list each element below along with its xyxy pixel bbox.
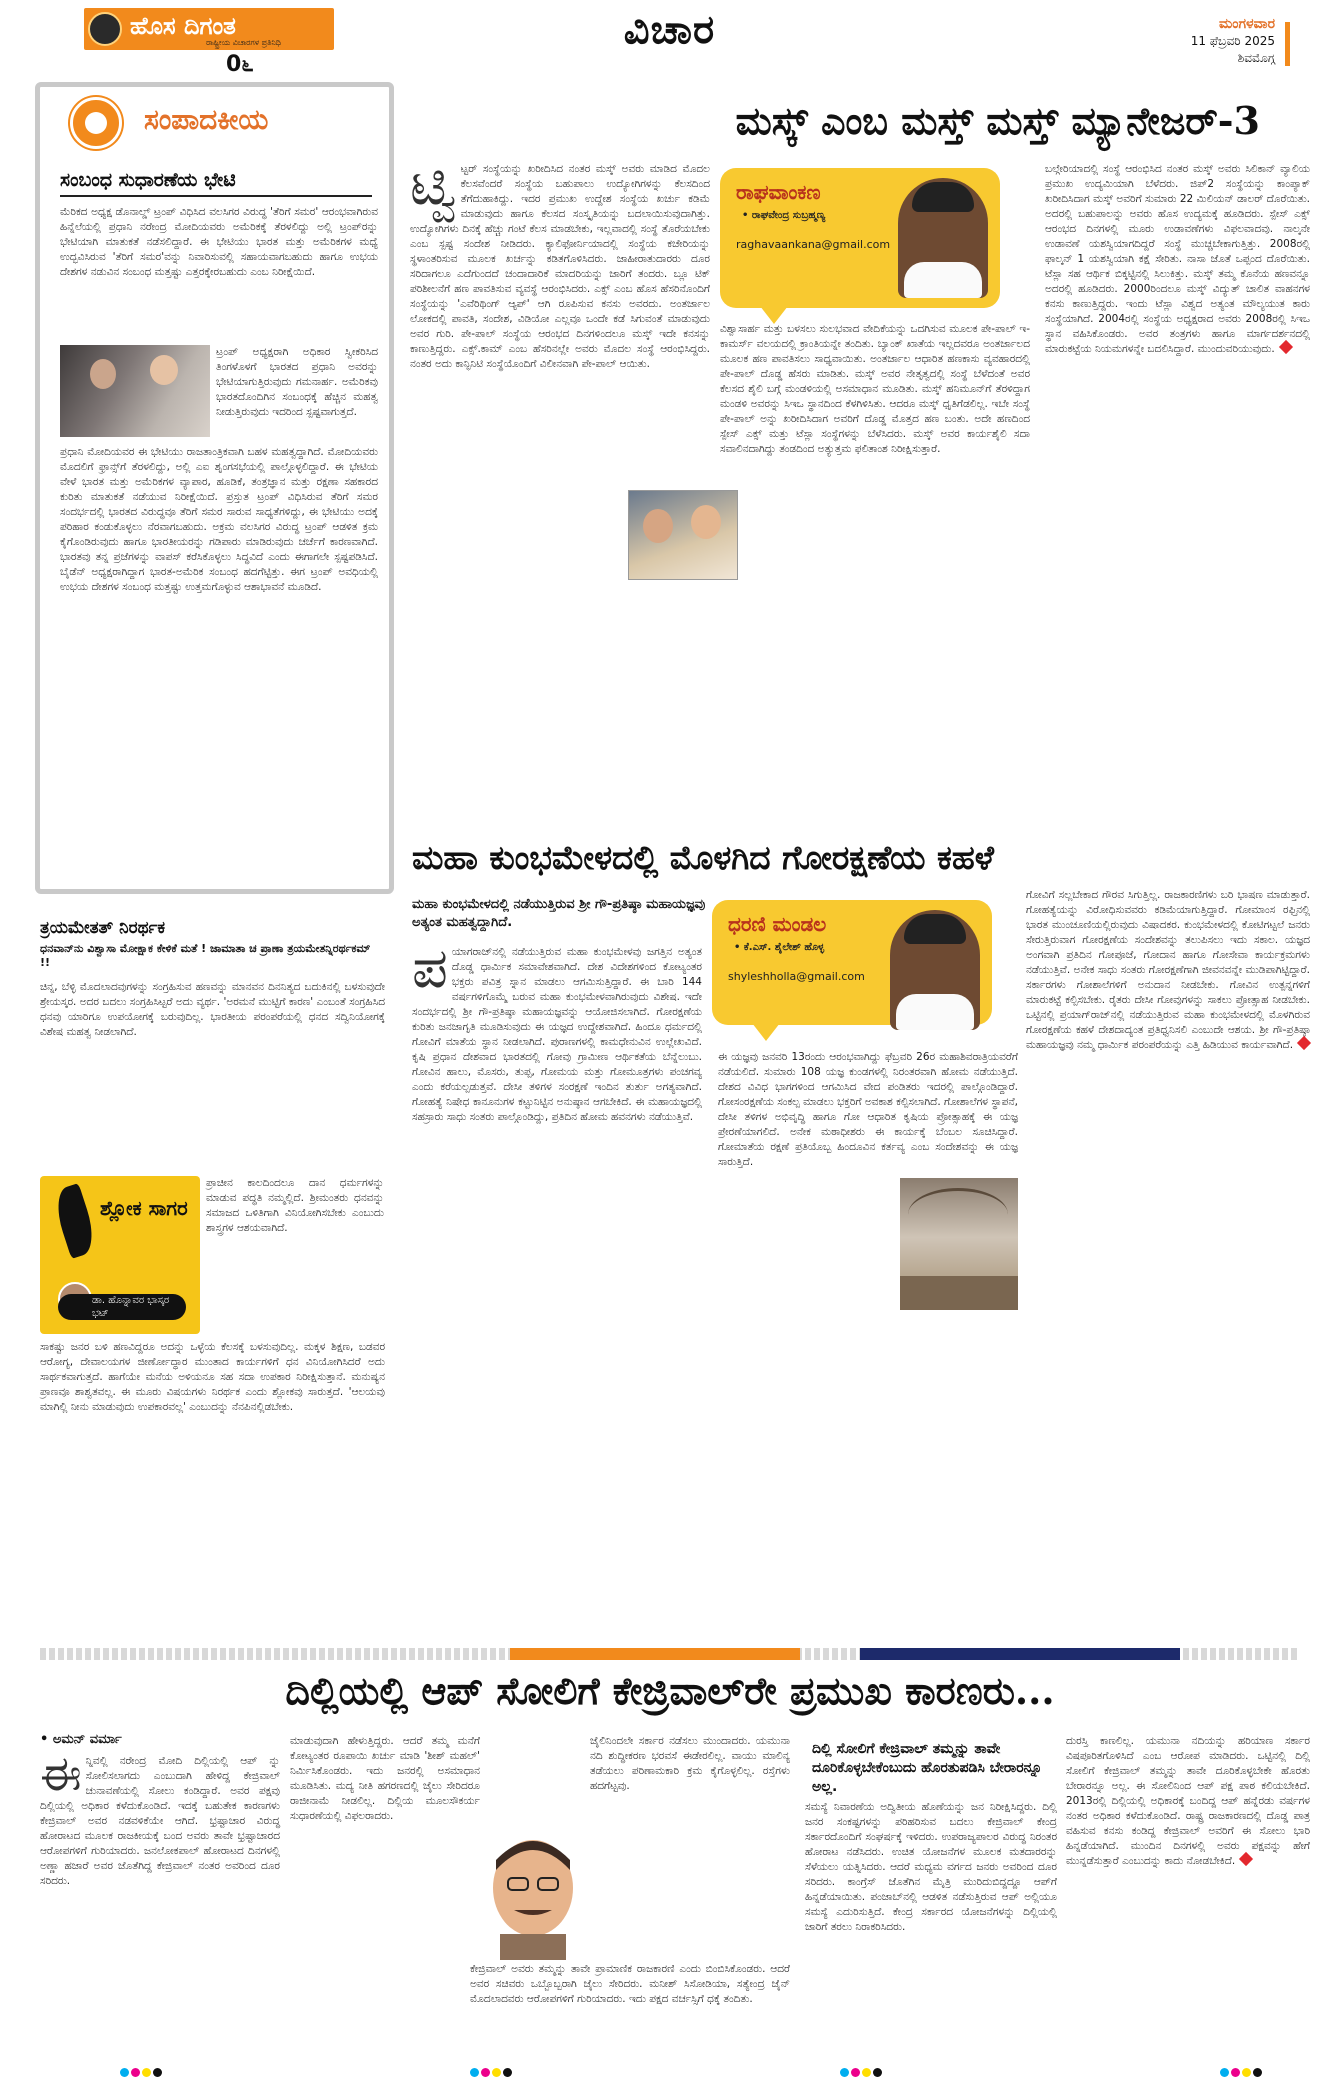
author-email-link[interactable]: shyleshholla@gmail.com: [728, 970, 865, 983]
article-column: [410, 153, 710, 372]
article-byline: • ಅಮನ್ ವರ್ಮಾ: [40, 1732, 122, 1747]
editorial-headline[interactable]: ಸಂಬಂಧ ಸುಧಾರಣೆಯ ಭೇಟಿ: [60, 169, 236, 191]
article-column: [1045, 162, 1310, 357]
opinion-shloka: ಧನವಾನ್‌ನು ವಿಶ್ವಾಸಾ ಮೋಕ್ಷಾಕ ಕೇಳಿಕೆ ಮತೆ ! ಜಾಮಾತಾ ಚ ಪ್ರಾಣಾ ತ್ರಯಮೇತನ್ನಿರರ್ಥಕಮ್ !!: [40, 942, 371, 969]
issue-date: 11 ಫೆಬ್ರವರಿ 2025: [1190, 34, 1275, 48]
speech-tail: [752, 1023, 780, 1041]
registration-marks: [840, 2062, 884, 2072]
date-accent-bar: [1285, 22, 1290, 66]
article-text: ಟ್ಟರ್ ಸಂಸ್ಥೆಯನ್ನು ಖರೀದಿಸಿದ ನಂತರ ಮಸ್ಕ್ ಅವರು ಮಾಡಿದ ಮೊದಲ ಕೆಲಸವೆಂದರೆ ಸಂಸ್ಥೆಯ ಬಹುಪಾಲು ಉದ್ಯೋಗಿಗಳನ್ನು ಕೆಲಸದಿಂದ ತೆಗೆದುಹಾಕಿದ್ದು. ಇದರ ಪ್ರಮುಖ ಉದ್ದೇಶ ಸಂಸ್ಥೆಯ ಖರ್ಚು ಕಡಿಮೆ ಮಾಡುವುದು ಹಾಗೂ ಕೆಲಸದ ಸಂಸ್ಕೃತಿಯನ್ನು ಬದಲಾಯಿಸುವುದಾಗಿತ್ತು. ಉದ್ಯೋಗಿಗಳು ದಿನಕ್ಕೆ ಹೆಚ್ಚು ಗಂಟೆ ಕೆಲಸ ಮಾಡಬೇಕು, ಇಲ್ಲವಾದಲ್ಲಿ ಸಂಸ್ಥೆ ತೊರೆಯಬೇಕು ಎಂಬ ಸ್ಪಷ್ಟ ಸಂದೇಶ ನೀಡಿದರು. ಕ್ಯಾಲಿಫೋರ್ನಿಯಾದಲ್ಲಿ ಸಂಸ್ಥೆಯ ಕಚೇರಿಯನ್ನು ಸ್ಥಳಾಂತರಿಸುವ ಮೂಲಕ ಖರ್ಚನ್ನು ಕಡಿತಗೊಳಿಸಿದರು. ಜಾಹೀರಾತುದಾರರು ದೂರ ಸರಿದಾಗಲೂ ಎದೆಗುಂದದೆ ಚಂದಾದಾರಿಕೆ ಮಾದರಿಯನ್ನು ಜಾರಿಗೆ ತಂದರು. ಬ್ಲೂ ಟಿಕ್ ಪರಿಶೀಲನೆಗೆ ಹಣ ಪಾವತಿಸುವ ವ್ಯವಸ್ಥೆ ಆರಂಭಿಸಿದರು. ಎಕ್ಸ್ ಎಂಬ ಹೊಸ ಹೆಸರಿನೊಂದಿಗೆ ಸಂಸ್ಥೆಯನ್ನು 'ಎವೆರಿಥಿಂಗ್ ಆ್ಯಪ್' ಆಗಿ ರೂಪಿಸುವ ಕನಸು ಅವರದು. ಅಂತರ್ಜಾಲ ಲೋಕದಲ್ಲಿ ಪಾವತಿ, ಸಂದೇಶ, ವಿಡಿಯೋ ಎಲ್ಲವೂ ಒಂದೇ ಕಡೆ ಸಿಗುವಂತೆ ಮಾಡುವುದು ಅವರ ಗುರಿ. ಪೇ-ಪಾಲ್ ಸಂಸ್ಥೆಯ ಆರಂಭದ ದಿನಗಳಿಂದಲೂ ಮಸ್ಕ್ ಇದೇ ಕನಸನ್ನು ಕಾಣುತ್ತಿದ್ದರು. ಎಕ್ಸ್.ಕಾಮ್ ಎಂಬ ಹೆಸರಿನಲ್ಲೇ ಅವರು ಮೊದಲ ಸಂಸ್ಥೆ ಆರಂಭಿಸಿದ್ದರು. ನಂತರ ಅದು ಕಾನ್ಫಿನಿಟಿ ಸಂಸ್ಥೆಯೊಂದಿಗೆ ವಿಲೀನವಾಗಿ ಪೇ-ಪಾಲ್ ಆಯಿತು.: [410, 163, 710, 370]
column-author: ಡಾ. ಹೊನ್ನಾವರ ಭಾಸ್ಕರ ಭಟ್: [58, 1294, 186, 1320]
author-card: [720, 168, 1000, 308]
article-headline[interactable]: ಮಹಾ ಕುಂಭಮೇಳದಲ್ಲಿ ಮೊಳಗಿದ ಗೋರಕ್ಷಣೆಯ ಕಹಳೆ: [412, 838, 994, 877]
pull-quote: ದಿಲ್ಲಿ ಸೋಲಿಗೆ ಕೇಜ್ರಿವಾಲ್ ತಮ್ಮನ್ನು ತಾವೇ ದೂರಿಕೊಳ್ಳಬೇಕೆಂಬುದು ಹೊರತುಪಡಿಸಿ ಬೇರಾರನ್ನೂ ಅಲ್ಲ.: [812, 1741, 1043, 1795]
article-column: [412, 936, 702, 1125]
author-email-link[interactable]: raghavaankana@gmail.com: [736, 238, 891, 251]
newspaper-tagline: ರಾಷ್ಟ್ರೀಯ ವಿಚಾರಗಳ ಪ್ರತಿನಿಧಿ: [206, 38, 281, 47]
page-number: 0೬: [226, 52, 254, 77]
caricature-body: [500, 1934, 566, 1960]
drop-cap: ಪ: [412, 936, 448, 1001]
article-column: ಮಾಡುವುದಾಗಿ ಹೇಳುತ್ತಿದ್ದರು. ಆದರೆ ತಮ್ಮ ಮನೆಗೆ ಕೋಟ್ಯಂತರ ರೂಪಾಯಿ ಖರ್ಚು ಮಾಡಿ 'ಶೀಶ್ ಮಹಲ್' ನಿರ್ಮಿಸಿಕೊಂಡರು. ಇದು ಜನರಲ್ಲಿ ಅಸಮಾಧಾನ ಮೂಡಿಸಿತು. ಮದ್ಯ ನೀತಿ ಹಗರಣದಲ್ಲಿ ಜೈಲು ಸೇರಿದರೂ ರಾಜೀನಾಮೆ ನೀಡಲಿಲ್ಲ. ದಿಲ್ಲಿಯ ಮೂಲಸೌಕರ್ಯ ಸುಧಾರಣೆಯಲ್ಲಿ ವಿಫಲರಾದರು.: [290, 1735, 480, 1822]
end-mark-icon: [1239, 1852, 1253, 1866]
article-column: ಜೈಲಿನಿಂದಲೇ ಸರ್ಕಾರ ನಡೆಸಲು ಮುಂದಾದರು. ಯಮುನಾ ನದಿ ಶುದ್ಧೀಕರಣ ಭರವಸೆ ಈಡೇರಲಿಲ್ಲ. ವಾಯು ಮಾಲಿನ್ಯ ತಡೆಯಲು ಪರಿಣಾಮಕಾರಿ ಕ್ರಮ ಕೈಗೊಳ್ಳಲಿಲ್ಲ. ರಸ್ತೆಗಳು ಹದಗೆಟ್ಟವು.: [590, 1735, 790, 1792]
article-text: ನ್ನಿವಲ್ಲಿ ನರೇಂದ್ರ ಮೋದಿ ದಿಲ್ಲಿಯಲ್ಲಿ ಆಪ್ ನ್ನು ಸೋಲಿಸಲಾಗದು ಎಂಬುದಾಗಿ ಹೇಳಿದ್ದ ಕೇಜ್ರಿವಾಲ್ ಚುನಾವಣೆಯಲ್ಲಿ ಸೋಲು ಕಂಡಿದ್ದಾರೆ. ಅವರ ಪಕ್ಷವು ದಿಲ್ಲಿಯಲ್ಲಿ ಅಧಿಕಾರ ಕಳೆದುಕೊಂಡಿದೆ. ಇದಕ್ಕೆ ಬಹುತೇಕ ಕಾರಣಗಳು ಕೇಜ್ರಿವಾಲ್ ಅವರ ನಡವಳಿಕೆಯೇ ಆಗಿದೆ. ಭ್ರಷ್ಟಾಚಾರ ವಿರುದ್ಧ ಹೋರಾಟದ ಮೂಲಕ ರಾಜಕೀಯಕ್ಕೆ ಬಂದ ಅವರು ತಾವೇ ಭ್ರಷ್ಟಾಚಾರದ ಆರೋಪಗಳಿಗೆ ಗುರಿಯಾದರು. ಜನಲೋಕಪಾಲ್ ಹೋರಾಟದ ದಿನಗಳಲ್ಲಿ ಅಣ್ಣಾ ಹಜಾರೆ ಅವರ ಜೊತೆಗಿದ್ದ ಕೇಜ್ರಿವಾಲ್ ನಂತರ ಅವರಿಂದ ದೂರ ಸರಿದರು.: [40, 1755, 280, 1887]
column-name: ಶ್ಲೋಕ ಸಾಗರ: [100, 1196, 188, 1220]
article-text: ಯಾಗರಾಜ್‌ನಲ್ಲಿ ನಡೆಯುತ್ತಿರುವ ಮಹಾ ಕುಂಭಮೇಳವು ಜಗತ್ತಿನ ಅತ್ಯಂತ ದೊಡ್ಡ ಧಾರ್ಮಿಕ ಸಮಾವೇಶವಾಗಿದೆ. ದೇಶ ವಿದೇಶಗಳಿಂದ ಕೋಟ್ಯಂತರ ಭಕ್ತರು ಪವಿತ್ರ ಸ್ನಾನ ಮಾಡಲು ಆಗಮಿಸುತ್ತಿದ್ದಾರೆ. ಈ ಬಾರಿ 144 ವರ್ಷಗಳಿಗೊಮ್ಮೆ ಬರುವ ಮಹಾ ಕುಂಭಮೇಳವಾಗಿರುವುದು ವಿಶೇಷ. ಇದೇ ಸಂದರ್ಭದಲ್ಲಿ ಶ್ರೀ ಗೌ-ಪ್ರತಿಷ್ಠಾ ಮಹಾಯಜ್ಞವನ್ನು ಆಯೋಜಿಸಲಾಗಿದೆ. ಗೋರಕ್ಷಣೆಯ ಕುರಿತು ಜನಜಾಗೃತಿ ಮೂಡಿಸುವುದು ಈ ಯಜ್ಞದ ಉದ್ದೇಶವಾಗಿದೆ. ಹಿಂದೂ ಧರ್ಮದಲ್ಲಿ ಗೋವಿಗೆ ಮಾತೆಯ ಸ್ಥಾನ ನೀಡಲಾಗಿದೆ. ಪುರಾಣಗಳಲ್ಲಿ ಕಾಮಧೇನುವಿನ ಉಲ್ಲೇಖವಿದೆ. ಕೃಷಿ ಪ್ರಧಾನ ದೇಶವಾದ ಭಾರತದಲ್ಲಿ ಗೋವು ಗ್ರಾಮೀಣ ಆರ್ಥಿಕತೆಯ ಬೆನ್ನೆಲುಬು. ಗೋವಿನ ಹಾಲು, ಮೊಸರು, ತುಪ್ಪ, ಗೋಮಯ ಮತ್ತು ಗೋಮೂತ್ರಗಳು ಪಂಚಗವ್ಯ ಎಂದು ಕರೆಯಲ್ಪಡುತ್ತವೆ. ದೇಸೀ ತಳಿಗಳ ಸಂರಕ್ಷಣೆ ಇಂದಿನ ತುರ್ತು ಅಗತ್ಯವಾಗಿದೆ. ಗೋಹತ್ಯೆ ನಿಷೇಧ ಕಾನೂನುಗಳ ಕಟ್ಟುನಿಟ್ಟಿನ ಅನುಷ್ಠಾನ ಆಗಬೇಕಿದೆ. ಈ ಮಹಾಯಜ್ಞದಲ್ಲಿ ಸಹಸ್ರಾರು ಸಾಧು ಸಂತರು ಪಾಲ್ಗೊಂಡಿದ್ದು, ಪ್ರತಿದಿನ ಹೋಮ ಹವನಗಳು ನಡೆಯುತ್ತಿವೆ.: [412, 946, 702, 1123]
editorial-section-label: ಸಂಪಾದಕೀಯ: [144, 103, 269, 136]
registration-marks: [1220, 2062, 1264, 2072]
article-column: ಕೇಜ್ರಿವಾಲ್ ಅವರು ತಮ್ಮನ್ನು ತಾವೇ ಪ್ರಾಮಾಣಿಕ ರಾಜಕಾರಣಿ ಎಂದು ಬಿಂಬಿಸಿಕೊಂಡರು. ಆದರೆ ಅವರ ಸಚಿವರು ಒಬ್ಬೊಬ್ಬರಾಗಿ ಜೈಲು ಸೇರಿದರು. ಮನೀಶ್ ಸಿಸೋಡಿಯಾ, ಸತ್ಯೇಂದ್ರ ಜೈನ್ ಮೊದಲಾದವರು ಆರೋಪಗಳಿಗೆ ಗುರಿಯಾದರು. ಇದು ಪಕ್ಷದ ವರ್ಚಸ್ಸಿಗೆ ಧಕ್ಕೆ ತಂದಿತು.: [470, 1963, 790, 2005]
yajna-photo: [900, 1178, 1018, 1310]
column-name: ಧರಣಿ ಮಂಡಲ: [728, 912, 827, 936]
column-author: • ರಾಘವೇಂದ್ರ ಸುಬ್ರಹ್ಮಣ್ಯ: [742, 210, 826, 221]
editorial-body-intro: ಮೆರಿಕದ ಅಧ್ಯಕ್ಷ ಡೊನಾಲ್ಡ್ ಟ್ರಂಪ್ ವಿಧಿಸಿದ ವಲಸಿಗರ ವಿರುದ್ಧ 'ತೆರಿಗೆ ಸಮರ' ಆರಂಭವಾಗಿರುವ ಹಿನ್ನೆಲೆಯಲ್ಲಿ ಪ್ರಧಾನಿ ನರೇಂದ್ರ ಮೋದಿಯವರು ಅಮೆರಿಕಕ್ಕೆ ತೆರಳಲಿದ್ದು ಅಲ್ಲಿ ಟ್ರಂಪ್‌ರನ್ನು ಭೇಟಿಯಾಗಿ ಮಾತುಕತೆ ನಡೆಸಲಿದ್ದಾರೆ. ಈ ಭೇಟಿಯು ಭಾರತ ಮತ್ತು ಅಮೆರಿಕಗಳ ಮಧ್ಯೆ ಉದ್ಭವಿಸಿರುವ 'ತೆರಿಗೆ ಸಮರ'ವನ್ನು ನಿವಾರಿಸುವಲ್ಲಿ ಸಹಾಯವಾಗಬಹುದು ಹಾಗೂ ಉಭಯ ದೇಶಗಳ ನಡುವಿನ ಸಂಬಂಧ ಮತ್ತಷ್ಟು ಎತ್ತರಕ್ಕೇರಬಹುದು ಎಂಬ ನಿರೀಕ್ಷೆಯಿದೆ.: [60, 206, 378, 278]
weekday: ಮಂಗಳವಾರ: [1218, 16, 1275, 32]
editorial-body-rest: ಪ್ರಧಾನಿ ಮೋದಿಯವರ ಈ ಭೇಟಿಯು ರಾಜತಾಂತ್ರಿಕವಾಗಿ ಬಹಳ ಮಹತ್ವದ್ದಾಗಿದೆ. ಮೋದಿಯವರು ಮೊದಲಿಗೆ ಫ್ರಾನ್ಸ್‌ಗೆ ತೆರಳಲಿದ್ದು, ಅಲ್ಲಿ ಎಐ ಶೃಂಗಸಭೆಯಲ್ಲಿ ಪಾಲ್ಗೊಳ್ಳಲಿದ್ದಾರೆ. ಈ ಭೇಟಿಯ ವೇಳೆ ಭಾರತ ಮತ್ತು ಅಮೆರಿಕಗಳ ವ್ಯಾಪಾರ, ಹೂಡಿಕೆ, ತಂತ್ರಜ್ಞಾನ ಮತ್ತು ರಕ್ಷಣಾ ಸಹಕಾರದ ಕುರಿತು ಮಾತುಕತೆ ನಡೆಯುವ ನಿರೀಕ್ಷೆಯಿದೆ. ಪ್ರಸ್ತುತ ಟ್ರಂಪ್ ವಿಧಿಸಿರುವ ತೆರಿಗೆ ಸಮರ ಸಂದರ್ಭದಲ್ಲಿ ಭಾರತದ ವಿರುದ್ಧವೂ ತೆರಿಗೆ ಸಮರ ಸಾರುವ ಸಾಧ್ಯತೆಗಳಿದ್ದು, ಈ ಭೇಟಿಯು ಅದಕ್ಕೆ ಪರಿಹಾರ ಕಂಡುಕೊಳ್ಳಲು ನೆರವಾಗಬಹುದು. ಅಕ್ರಮ ವಲಸಿಗರ ವಿರುದ್ಧ ಟ್ರಂಪ್ ಆಡಳಿತ ಕ್ರಮ ಕೈಗೊಂಡಿರುವುದು ಹಾಗೂ ಭಾರತೀಯರನ್ನು ಗಡಿಪಾರು ಮಾಡಿರುವುದು ಚರ್ಚೆಗೆ ಕಾರಣವಾಗಿದೆ. ಭಾರತವು ತನ್ನ ಪ್ರಜೆಗಳನ್ನು ವಾಪಸ್ ಕರೆಸಿಕೊಳ್ಳಲು ಸಿದ್ಧವಿದೆ ಎಂದು ಈಗಾಗಲೇ ಸ್ಪಷ್ಟಪಡಿಸಿದೆ. ಬೈಡೆನ್ ಅಧ್ಯಕ್ಷರಾಗಿದ್ದಾಗ ಭಾರತ-ಅಮೆರಿಕ ಸಂಬಂಧ ಹದಗೆಟ್ಟಿತ್ತು. ಈಗ ಟ್ರಂಪ್ ಅವಧಿಯಲ್ಲಿ ಉಭಯ ದೇಶಗಳ ಸಂಬಂಧ ಮತ್ತಷ್ಟು ಉತ್ತಮಗೊಳ್ಳುವ ಆಶಾಭಾವನೆ ಮೂಡಿದೆ.: [60, 446, 378, 593]
date-block: [1145, 16, 1275, 67]
article-column: ಈ ಯಜ್ಞವು ಜನವರಿ 13ರಂದು ಆರಂಭವಾಗಿದ್ದು ಫೆಬ್ರವರಿ 26ರ ಮಹಾಶಿವರಾತ್ರಿಯವರೆಗೆ ನಡೆಯಲಿದೆ. ಸುಮಾರು 108 ಯಜ್ಞ ಕುಂಡಗಳಲ್ಲಿ ನಿರಂತರವಾಗಿ ಹೋಮ ನಡೆಯುತ್ತಿದೆ. ದೇಶದ ವಿವಿಧ ಭಾಗಗಳಿಂದ ಆಗಮಿಸಿದ ವೇದ ಪಂಡಿತರು ಇದರಲ್ಲಿ ಪಾಲ್ಗೊಂಡಿದ್ದಾರೆ. ಗೋಸಂರಕ್ಷಣೆಯ ಸಂಕಲ್ಪ ಮಾಡಲು ಭಕ್ತರಿಗೆ ಅವಕಾಶ ಕಲ್ಪಿಸಲಾಗಿದೆ. ಗೋಶಾಲೆಗಳ ಸ್ಥಾಪನೆ, ದೇಸೀ ತಳಿಗಳ ಅಭಿವೃದ್ಧಿ ಹಾಗೂ ಗೋ ಆಧಾರಿತ ಕೃಷಿಯ ಪ್ರೋತ್ಸಾಹಕ್ಕೆ ಈ ಯಜ್ಞ ಪ್ರೇರಣೆಯಾಗಲಿದೆ. ಅನೇಕ ಮಠಾಧೀಶರು ಈ ಕಾರ್ಯಕ್ಕೆ ಬೆಂಬಲ ಸೂಚಿಸಿದ್ದಾರೆ. ಗೋಮಾತೆಯ ರಕ್ಷಣೆ ಪ್ರತಿಯೊಬ್ಬ ಹಿಂದೂವಿನ ಕರ್ತವ್ಯ ಎಂಬ ಸಂದೇಶವನ್ನು ಈ ಯಜ್ಞ ಸಾರುತ್ತಿದೆ.: [718, 1051, 1018, 1168]
editorial-body-side: ಟ್ರಂಪ್ ಅಧ್ಯಕ್ಷರಾಗಿ ಅಧಿಕಾರ ಸ್ವೀಕರಿಸಿದ ತಿಂಗಳೊಳಗೆ ಭಾರತದ ಪ್ರಧಾನಿ ಅವರನ್ನು ಭೇಟಿಯಾಗುತ್ತಿರುವುದು ಗಮನಾರ್ಹ. ಅಮೆರಿಕವು ಭಾರತದೊಂದಿಗಿನ ಸಂಬಂಧಕ್ಕೆ ಹೆಚ್ಚಿನ ಮಹತ್ವ ನೀಡುತ್ತಿರುವುದು ಇದರಿಂದ ಸ್ಪಷ್ಟವಾಗುತ್ತದೆ.: [216, 346, 378, 418]
opinion-body-side: ಪ್ರಾಚೀನ ಕಾಲದಿಂದಲೂ ದಾನ ಧರ್ಮಗಳನ್ನು ಮಾಡುವ ಪದ್ಧತಿ ನಮ್ಮಲ್ಲಿದೆ. ಶ್ರೀಮಂತರು ಧನವನ್ನು ಸಮಾಜದ ಒಳಿತಿಗಾಗಿ ವಿನಿಯೋಗಿಸಬೇಕು ಎಂಬುದು ಶಾಸ್ತ್ರಗಳ ಆಶಯವಾಗಿದೆ.: [206, 1177, 384, 1234]
musk-photo: [628, 490, 738, 580]
article-text: ಗೋವಿಗೆ ಸಲ್ಲಬೇಕಾದ ಗೌರವ ಸಿಗುತ್ತಿಲ್ಲ. ರಾಜಕಾರಣಿಗಳು ಬರಿ ಭಾಷಣ ಮಾಡುತ್ತಾರೆ. ಗೋಹತ್ಯೆಯನ್ನು ವಿರೋಧಿಸುವವರು ಕಡಿಮೆಯಾಗುತ್ತಿದ್ದಾರೆ. ಗೋಮಾಂಸ ರಫ್ತಿನಲ್ಲಿ ಭಾರತ ಮುಂಚೂಣಿಯಲ್ಲಿರುವುದು ವಿಷಾದಕರ. ಕುಂಭಮೇಳದಲ್ಲಿ ಕೋಟಿಗಟ್ಟಲೆ ಜನರು ಸೇರುತ್ತಿರುವಾಗ ಗೋರಕ್ಷಣೆಯ ಸಂದೇಶವನ್ನು ತಲುಪಿಸಲು ಇದು ಸಕಾಲ. ಯಜ್ಞದ ಅಂಗವಾಗಿ ಪ್ರತಿದಿನ ಗೋಪೂಜೆ, ಗೋದಾನ ಹಾಗೂ ಗೋಸೇವಾ ಕಾರ್ಯಕ್ರಮಗಳು ನಡೆಯುತ್ತಿವೆ. ಅನೇಕ ಸಾಧು ಸಂತರು ಗೋರಕ್ಷಣೆಗಾಗಿ ಜೀವನವನ್ನೇ ಮುಡಿಪಾಗಿಟ್ಟಿದ್ದಾರೆ. ಸರ್ಕಾರಗಳು ಗೋಶಾಲೆಗಳಿಗೆ ಅನುದಾನ ನೀಡಬೇಕು. ಗೋವಿನ ಉತ್ಪನ್ನಗಳಿಗೆ ಮಾರುಕಟ್ಟೆ ಕಲ್ಪಿಸಬೇಕು. ರೈತರು ದೇಸೀ ಗೋವುಗಳನ್ನು ಸಾಕಲು ಪ್ರೋತ್ಸಾಹ ನೀಡಬೇಕು. ಒಟ್ಟಿನಲ್ಲಿ ಪ್ರಯಾಗ್‌ರಾಜ್‌ನಲ್ಲಿ ನಡೆಯುತ್ತಿರುವ ಮಹಾ ಕುಂಭಮೇಳದಲ್ಲಿ ಮೊಳಗಿರುವ ಗೋರಕ್ಷಣೆಯ ಕಹಳೆ ದೇಶದಾದ್ಯಂತ ಪ್ರತಿಧ್ವನಿಸಲಿ ಎಂಬುದೇ ಆಶಯ. ಶ್ರೀ ಗೌ-ಪ್ರತಿಷ್ಠಾ ಮಹಾಯಜ್ಞವು ನಮ್ಮ ಧಾರ್ಮಿಕ ಪರಂಪರೆಯನ್ನು ಎತ್ತಿ ಹಿಡಿಯುವ ಕಾರ್ಯವಾಗಿದೆ.: [1026, 889, 1310, 1051]
column-badge: [40, 1176, 200, 1334]
column-name: ರಾಘವಾಂಕಣ: [736, 180, 821, 204]
opinion-body-rest: ಸಾಕಷ್ಟು ಜನರ ಬಳಿ ಹಣವಿದ್ದರೂ ಅದನ್ನು ಒಳ್ಳೆಯ ಕೆಲಸಕ್ಕೆ ಬಳಸುವುದಿಲ್ಲ. ಮಕ್ಕಳ ಶಿಕ್ಷಣ, ಬಡವರ ಆರೋಗ್ಯ, ದೇವಾಲಯಗಳ ಜೀರ್ಣೋದ್ಧಾರ ಮುಂತಾದ ಕಾರ್ಯಗಳಿಗೆ ಧನ ವಿನಿಯೋಗಿಸಿದರೆ ಅದು ಸಾರ್ಥಕವಾಗುತ್ತದೆ. ಹಾಗೆಯೇ ಮನೆಯ ಅಳಿಯನೂ ಸಹ ಸದಾ ಉಪಕಾರ ನಿರೀಕ್ಷಿಸುತ್ತಾನೆ. ಮನುಷ್ಯನ ಪ್ರಾಣವೂ ಶಾಶ್ವತವಲ್ಲ. ಈ ಮೂರು ವಿಷಯಗಳು ನಿರರ್ಥಕ ಎಂದು ಶ್ಲೋಕವು ಸಾರುತ್ತದೆ. 'ಆಲಯವು ಮಾಗಿಲ್ಲಿ ನೀನು ಮಾಡುವುದು ಉಪಕಾರವಲ್ಲ' ಎಂಬುದನ್ನು ನೆನಪಿನಲ್ಲಿಡಬೇಕು.: [40, 1341, 385, 1413]
section-title: ವಿಚಾರ: [623, 6, 716, 53]
opinion-body-intro: ಚಿನ್ನ, ಬೆಳ್ಳಿ ಮೊದಲಾದವುಗಳನ್ನು ಸಂಗ್ರಹಿಸುವ ಹಣವನ್ನು ಮಾನವನ ದಿನನಿತ್ಯದ ಬದುಕಿನಲ್ಲಿ ಬಳಸುವುದೇ ಶ್ರೇಯಸ್ಕರ. ಅದರ ಬದಲು ಸಂಗ್ರಹಿಸಿಟ್ಟರೆ ಅದು ವ್ಯರ್ಥ. 'ಅರಮನೆ ಮುಟ್ಟಿಗೆ ಕಾರಣ' ಎಂಬಂತೆ ಸಂಗ್ರಹಿಸಿದ ಧನವು ಯಾರಿಗೂ ಉಪಯೋಗಕ್ಕೆ ಬರುವುದಿಲ್ಲ. ಭಾರತೀಯ ಪರಂಪರೆಯಲ್ಲಿ ಧನದ ಸದ್ವಿನಿಯೋಗಕ್ಕೆ ವಿಶೇಷ ಮಹತ್ವ ನೀಡಲಾಗಿದೆ.: [40, 981, 385, 1038]
divider-accent-blue: [860, 1648, 1180, 1660]
article-column: [1026, 888, 1310, 1053]
registration-marks: [120, 2062, 164, 2072]
headline-rule: [60, 195, 372, 197]
editorial-box: [35, 82, 394, 894]
editorial-logo-icon: [70, 97, 122, 149]
quill-icon: [50, 1183, 100, 1259]
article-column: ಸಮಸ್ಯೆ ನಿವಾರಣೆಯ ಅದ್ವಿತೀಯ ಹೊಣೆಯನ್ನು ಜನ ನಿರೀಕ್ಷಿಸಿದ್ದರು. ದಿಲ್ಲಿ ಜನರ ಸಂಕಷ್ಟಗಳನ್ನು ಪರಿಹರಿಸುವ ಬದಲು ಕೇಜ್ರಿವಾಲ್ ಕೇಂದ್ರ ಸರ್ಕಾರದೊಂದಿಗೆ ಸಂಘರ್ಷಕ್ಕೆ ಇಳಿದರು. ಉಪರಾಜ್ಯಪಾಲರ ವಿರುದ್ಧ ನಿರಂತರ ಹೋರಾಟ ನಡೆಸಿದರು. ಉಚಿತ ಯೋಜನೆಗಳ ಮೂಲಕ ಮತದಾರರನ್ನು ಸೆಳೆಯಲು ಯತ್ನಿಸಿದರು. ಆದರೆ ಮಧ್ಯಮ ವರ್ಗದ ಜನರು ಅವರಿಂದ ದೂರ ಸರಿದರು. ಕಾಂಗ್ರೆಸ್ ಜೊತೆಗಿನ ಮೈತ್ರಿ ಮುರಿದುಬಿದ್ದದ್ದೂ ಆಪ್‌ಗೆ ಹಿನ್ನಡೆಯಾಯಿತು. ಪಂಜಾಬ್‌ನಲ್ಲಿ ಆಡಳಿತ ನಡೆಸುತ್ತಿರುವ ಆಪ್ ಅಲ್ಲಿಯೂ ಸಮಸ್ಯೆ ಎದುರಿಸುತ್ತಿದೆ. ಕೇಂದ್ರ ಸರ್ಕಾರದ ಯೋಜನೆಗಳನ್ನು ದಿಲ್ಲಿಯಲ್ಲಿ ಜಾರಿಗೆ ತರಲು ನಿರಾಕರಿಸಿದರು.: [805, 1801, 1057, 1933]
kejriwal-caricature: [478, 1830, 588, 1960]
drop-cap: ಈ: [40, 1746, 82, 1802]
article-column: [1066, 1734, 1310, 1869]
drop-cap: ಟ್ವಿ: [410, 153, 457, 218]
page-masthead: [0, 0, 1339, 77]
article-text: ದುರಸ್ತಿ ಕಾಣಲಿಲ್ಲ. ಯಮುನಾ ನದಿಯನ್ನು ಹರಿಯಾಣ ಸರ್ಕಾರ ವಿಷಪೂರಿತಗೊಳಿಸಿದೆ ಎಂಬ ಆರೋಪ ಮಾಡಿದರು. ಒಟ್ಟಿನಲ್ಲಿ ದಿಲ್ಲಿ ಸೋಲಿಗೆ ಕೇಜ್ರಿವಾಲ್ ತಮ್ಮನ್ನು ತಾವೇ ದೂರಿಕೊಳ್ಳಬೇಕೇ ಹೊರತು ಬೇರಾರನ್ನೂ ಅಲ್ಲ. ಈ ಸೋಲಿನಿಂದ ಆಪ್ ಪಕ್ಷ ಪಾಠ ಕಲಿಯಬೇಕಿದೆ. 2013ರಲ್ಲಿ ದಿಲ್ಲಿಯಲ್ಲಿ ಅಧಿಕಾರಕ್ಕೆ ಬಂದಿದ್ದ ಆಪ್ ಹನ್ನೆರಡು ವರ್ಷಗಳ ನಂತರ ಅಧಿಕಾರ ಕಳೆದುಕೊಂಡಿದೆ. ರಾಷ್ಟ್ರ ರಾಜಕಾರಣದಲ್ಲಿ ದೊಡ್ಡ ಪಾತ್ರ ವಹಿಸುವ ಕನಸು ಕಂಡಿದ್ದ ಕೇಜ್ರಿವಾಲ್ ಅವರಿಗೆ ಈ ಸೋಲು ಭಾರಿ ಹಿನ್ನಡೆಯಾಗಿದೆ. ಮುಂದಿನ ದಿನಗಳಲ್ಲಿ ಅವರು ಪಕ್ಷವನ್ನು ಹೇಗೆ ಮುನ್ನಡೆಸುತ್ತಾರೆ ಎಂಬುದನ್ನು ಕಾದು ನೋಡಬೇಕಿದೆ.: [1066, 1735, 1310, 1867]
article-column: ವಿಶ್ವಾಸಾರ್ಹ ಮತ್ತು ಬಳಸಲು ಸುಲಭವಾದ ವೇದಿಕೆಯನ್ನು ಒದಗಿಸುವ ಮೂಲಕ ಪೇ-ಪಾಲ್ ಇ-ಕಾಮರ್ಸ್ ವಲಯದಲ್ಲಿ ಕ್ರಾಂತಿಯನ್ನೇ ತಂದಿತು. ಬ್ಯಾಂಕ್ ಖಾತೆಯ ಇಲ್ಲದವರೂ ಅಂತರ್ಜಾಲದ ಮೂಲಕ ಹಣ ಪಾವತಿಸಲು ಸಾಧ್ಯವಾಯಿತು. ಅಂತರ್ಜಾಲ ಆಧಾರಿತ ಹಣಕಾಸು ವ್ಯವಹಾರದಲ್ಲಿ ಪೇ-ಪಾಲ್ ದೊಡ್ಡ ಹೆಸರು ಮಾಡಿತು. ಮಸ್ಕ್ ಅವರ ನೇತೃತ್ವದಲ್ಲಿ ಸಂಸ್ಥೆ ಬೆಳೆದಂತೆ ಅವರ ಕೆಲಸದ ಶೈಲಿ ಬಗ್ಗೆ ಮಂಡಳಿಯಲ್ಲಿ ಅಸಮಾಧಾನ ಮೂಡಿತು. ಮಸ್ಕ್ ಹನಿಮೂನ್‌ಗೆ ತೆರಳಿದ್ದಾಗ ಮಂಡಳಿ ಅವರನ್ನು ಸಿಇಒ ಸ್ಥಾನದಿಂದ ಕೆಳಗಿಳಿಸಿತು. ಆದರೂ ಮಸ್ಕ್ ಧೃತಿಗೆಡಲಿಲ್ಲ. ಇಬೇ ಸಂಸ್ಥೆ ಪೇ-ಪಾಲ್ ಅನ್ನು ಖರೀದಿಸಿದಾಗ ಅವರಿಗೆ ದೊಡ್ಡ ಮೊತ್ತದ ಹಣ ಬಂತು. ಅದೇ ಹಣದಿಂದ ಸ್ಪೇಸ್ ಎಕ್ಸ್ ಮತ್ತು ಟೆಸ್ಲಾ ಸಂಸ್ಥೆಗಳನ್ನು ಬೆಳೆಸಿದರು. ಮಸ್ಕ್ ಅವರ ಕಾರ್ಯಶೈಲಿ ಸದಾ ಸವಾಲಿನದಾಗಿದ್ದು ತಂಡದಿಂದ ಅತ್ಯುತ್ತಮ ಫಲಿತಾಂಶ ನಿರೀಕ್ಷಿಸುತ್ತಾರೆ.: [720, 323, 1030, 455]
divider-accent-orange: [510, 1648, 800, 1660]
article-text: ಬಲ್ಗೇರಿಯಾದಲ್ಲಿ ಸಂಸ್ಥೆ ಆರಂಭಿಸಿದ ನಂತರ ಮಸ್ಕ್ ಅವರು ಸಿಲಿಕಾನ್ ವ್ಯಾಲಿಯ ಪ್ರಮುಖ ಉದ್ಯಮಿಯಾಗಿ ಬೆಳೆದರು. ಜಿಪ್2 ಸಂಸ್ಥೆಯನ್ನು ಕಾಂಪ್ಯಾಕ್ ಖರೀದಿಸಿದಾಗ ಮಸ್ಕ್ ಅವರಿಗೆ ಸುಮಾರು 22 ಮಿಲಿಯನ್ ಡಾಲರ್ ದೊರೆಯಿತು. ಅದರಲ್ಲಿ ಬಹುಪಾಲನ್ನು ಅವರು ಹೊಸ ಉದ್ಯಮಕ್ಕೆ ಹೂಡಿದರು. ಸ್ಪೇಸ್ ಎಕ್ಸ್ ಆರಂಭದ ದಿನಗಳಲ್ಲಿ ಮೂರು ಉಡಾವಣೆಗಳು ವಿಫಲವಾದವು. ನಾಲ್ಕನೇ ಉಡಾವಣೆ ಯಶಸ್ವಿಯಾಗದಿದ್ದರೆ ಸಂಸ್ಥೆ ಮುಚ್ಚಬೇಕಾಗುತ್ತಿತ್ತು. 2008ರಲ್ಲಿ ಫಾಲ್ಕನ್ 1 ಯಶಸ್ವಿಯಾಗಿ ಕಕ್ಷೆ ಸೇರಿತು. ನಾಸಾ ಜೊತೆ ಒಪ್ಪಂದ ದೊರೆಯಿತು. ಟೆಸ್ಲಾ ಸಹ ಆರ್ಥಿಕ ಬಿಕ್ಕಟ್ಟಿನಲ್ಲಿ ಸಿಲುಕಿತ್ತು. ಮಸ್ಕ್ ತಮ್ಮ ಕೊನೆಯ ಹಣವನ್ನೂ ಅದರಲ್ಲಿ ಹೂಡಿದರು. 2000ರಿಂದಲೂ ಮಸ್ಕ್ ವಿದ್ಯುತ್ ಚಾಲಿತ ವಾಹನಗಳ ಕನಸು ಕಾಣುತ್ತಿದ್ದರು. ಇಂದು ಟೆಸ್ಲಾ ವಿಶ್ವದ ಅತ್ಯಂತ ಮೌಲ್ಯಯುತ ಕಾರು ಸಂಸ್ಥೆಯಾಗಿದೆ. 2004ರಲ್ಲಿ ಸಂಸ್ಥೆಯ ಅಧ್ಯಕ್ಷರಾದ ಅವರು 2008ರಲ್ಲಿ ಸಿಇಒ ಸ್ಥಾನ ವಹಿಸಿಕೊಂಡರು. ಅವರ ತಂತ್ರಗಳು ಹಾಗೂ ಮಾರ್ಗದರ್ಶನದಲ್ಲಿ ಮಾರುಕಟ್ಟೆಯ ನಿಯಮಗಳನ್ನೇ ಬದಲಿಸಿದ್ದಾರೆ. ಮುಂದುವರಿಯುವುದು.: [1045, 163, 1310, 355]
end-mark-icon: [1297, 1036, 1311, 1050]
article-dek: ಮಹಾ ಕುಂಭಮೇಳದಲ್ಲಿ ನಡೆಯುತ್ತಿರುವ ಶ್ರೀ ಗೌ-ಪ್ರತಿಷ್ಠಾ ಮಹಾಯಜ್ಞವು ಅತ್ಯಂತ ಮಹತ್ವದ್ದಾಗಿದೆ.: [412, 897, 706, 930]
author-avatar: [890, 910, 980, 1030]
end-mark-icon: [1279, 340, 1293, 354]
author-avatar: [898, 178, 988, 298]
modi-trump-photo: [60, 345, 210, 437]
article-headline[interactable]: ದಿಲ್ಲಿಯಲ್ಲಿ ಆಪ್ ಸೋಲಿಗೆ ಕೇಜ್ರಿವಾಲ್‌ರೇ ಪ್ರಮುಖ ಕಾರಣರು...: [285, 1668, 1055, 1713]
article-headline[interactable]: ಮಸ್ಕ್ ಎಂಬ ಮಸ್ತ್ ಮಸ್ತ್ ಮ್ಯಾನೇಜರ್-3: [735, 98, 1260, 143]
column-author: • ಕೆ.ಎಸ್. ಶೈಲೇಶ್ ಹೊಳ್ಳ: [734, 942, 825, 953]
opinion-headline[interactable]: ತ್ರಯಮೇತತ್ ನಿರರ್ಥಕ: [40, 918, 166, 938]
edition-city: ಶಿವಮೊಗ್ಗ: [1237, 51, 1275, 65]
author-card: [712, 900, 992, 1025]
newspaper-name: ಹೊಸ ದಿಗಂತ: [130, 11, 236, 40]
article-column: [40, 1746, 280, 1889]
registration-marks: [470, 2062, 514, 2072]
